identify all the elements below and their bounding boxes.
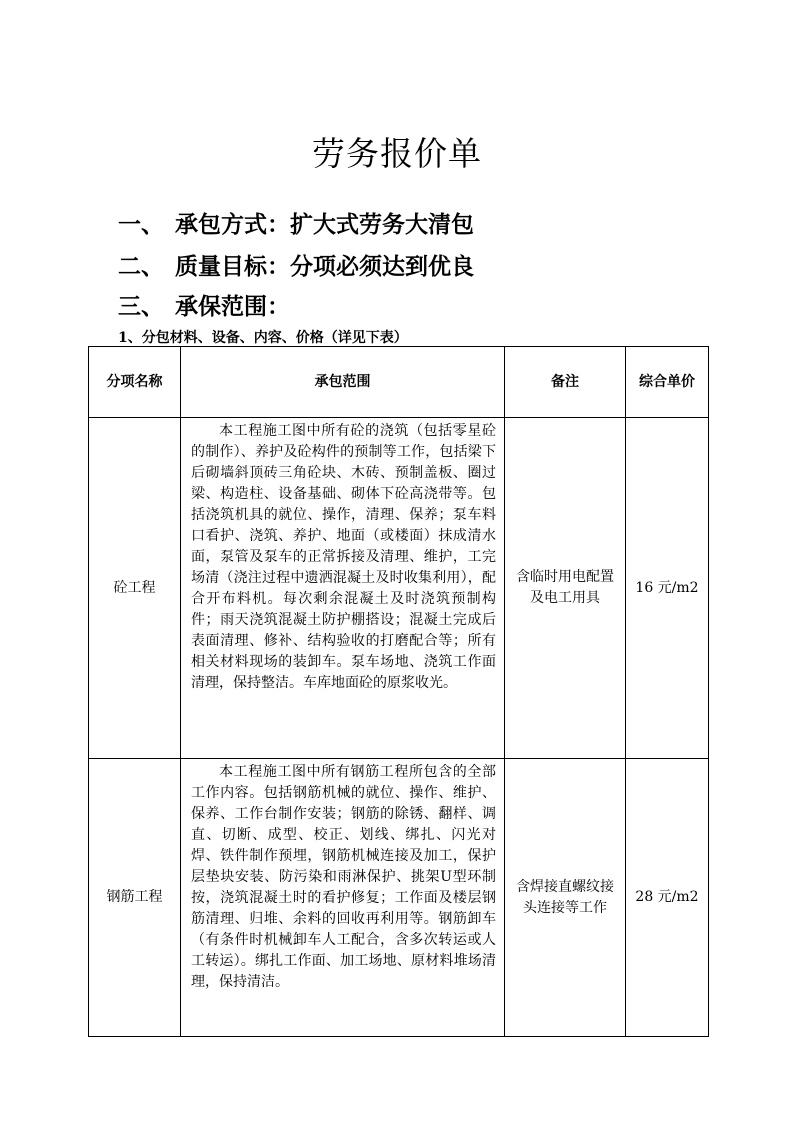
- cell-unit-price: 16 元/m2: [626, 418, 709, 759]
- table-row: [89, 418, 709, 759]
- section-scope: [118, 288, 290, 321]
- cell-item-name: 钢筋工程: [89, 759, 181, 1037]
- section-contract-method: [118, 206, 474, 239]
- cell-unit-price: 28 元/m2: [626, 759, 709, 1037]
- section-quality-target: [118, 248, 474, 281]
- section-number: 二、: [118, 253, 164, 280]
- cell-scope: 本工程施工图中所有砼的浇筑（包括零星砼的制作）、养护及砼构件的预制等工作，包括梁下后砌墙斜顶砖三角砼块、木砖、预制盖板、圈过梁、构造柱、设备基础、砌体下砼高浇带等。包括浇筑机具的就位、操作，清理、保养；泵车料口看护、浇筑、养护、地面（或楼面）抹成清水面，泵管及泵车的正常拆接及清理、维护，工完场清（浇注过程中遗洒混凝土及时收集利用），配合开布料机。每次剩余混凝土及时浇筑预制构件；雨天浇筑混凝土防护棚搭设；混凝土完成后表面清理、修补、结构验收的打磨配合等；所有相关材料现场的装卸车。泵车场地、浇筑工作面清理，保持整洁。车库地面砼的原浆收光。: [181, 418, 505, 759]
- header-item-name: 分项名称: [89, 347, 181, 418]
- section-number: 三、: [118, 293, 164, 320]
- subheading-table-intro: 1、分包材料、设备、内容、价格（详见下表）: [118, 330, 408, 346]
- table-row: [89, 759, 709, 1037]
- cell-note: 含焊接直螺纹接头连接等工作: [505, 759, 626, 1037]
- section-number: 一、: [118, 211, 164, 238]
- table-header-row: [89, 347, 709, 418]
- header-unit-price: 综合单价: [626, 347, 709, 418]
- document-title: 劳务报价单: [312, 134, 482, 173]
- cell-note: 含临时用电配置及电工用具: [505, 418, 626, 759]
- header-note: 备注: [505, 347, 626, 418]
- header-scope: 承包范围: [181, 347, 505, 418]
- section-text: 承包方式：扩大式劳务大清包: [175, 211, 474, 238]
- cell-item-name: 砼工程: [89, 418, 181, 759]
- section-text: 质量目标：分项必须达到优良: [175, 253, 474, 280]
- quote-table: [88, 346, 709, 1037]
- cell-scope: 本工程施工图中所有钢筋工程所包含的全部工作内容。包括钢筋机械的就位、操作、维护、保养、工作台制作安装；钢筋的除锈、翻样、调直、切断、成型、校正、划线、绑扎、闪光对焊、铁件制作预埋，钢筋机械连接及加工，保护层垫块安装、防污染和雨淋保护、挑架U型环制按，浇筑混凝土时的看护修复；工作面及楼层钢筋清理、归堆、余料的回收再利用等。钢筋卸车（有条件时机械卸车人工配合，含多次转运或人工转运）。绑扎工作面、加工场地、原材料堆场清理，保持清洁。: [181, 759, 505, 1037]
- section-text: 承保范围：: [175, 293, 290, 320]
